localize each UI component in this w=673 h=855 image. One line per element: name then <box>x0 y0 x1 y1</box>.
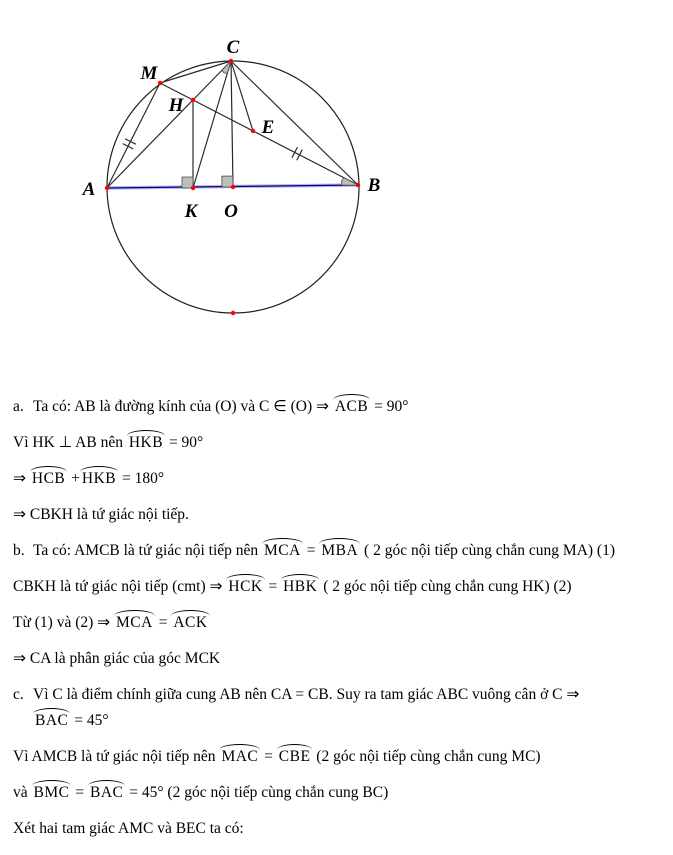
text-run: = 45° (2 góc nội tiếp cùng chắn cung BC) <box>125 784 389 801</box>
angle-mark-B <box>341 178 358 186</box>
text-run: = 180° <box>118 470 165 487</box>
solution-line <box>13 783 667 819</box>
right-angle-mark-K <box>182 177 193 188</box>
angle-hat: MCA <box>264 542 301 559</box>
text-run: = <box>260 748 277 765</box>
solution-line <box>13 505 667 541</box>
point-label-O: O <box>224 201 238 222</box>
solution-text <box>0 378 673 855</box>
angle-hat: ACB <box>334 398 369 415</box>
solution-line <box>13 711 667 747</box>
angle-hat: BAC <box>35 712 69 729</box>
point-dot-B <box>356 183 360 187</box>
text-run: (2 góc nội tiếp cùng chắn cung MC) <box>312 748 541 765</box>
text-run: ( 2 góc nội tiếp cùng chắn cung HK) (2) <box>319 578 572 595</box>
solution-line <box>13 649 667 685</box>
text-run: Vì HK ⊥ AB nên <box>13 434 127 451</box>
angle-hat: HCB <box>31 470 66 487</box>
angle-hat: HCK <box>228 578 263 595</box>
point-label-E: E <box>261 117 275 138</box>
angle-hat: MBA <box>321 542 359 559</box>
point-dot-O <box>231 185 235 189</box>
point-dot-K <box>191 186 195 190</box>
text-run: CBKH là tứ giác nội tiếp (cmt) ⇒ <box>13 578 227 595</box>
text-run: Vì C là điểm chính giữa cung AB nên CA = CB. Suy ra tam giác ABC vuông cân ở C ⇒ <box>33 686 580 703</box>
text-run: Vì AMCB là tứ giác nội tiếp nên <box>13 748 220 765</box>
tick-mark-AM <box>123 144 134 149</box>
solution-line <box>13 819 667 855</box>
text-run: = <box>302 542 320 559</box>
solution-line <box>13 397 667 433</box>
point-dot-C <box>229 59 233 63</box>
text-run: Từ (1) và (2) ⇒ <box>13 614 115 631</box>
solution-line <box>13 685 667 711</box>
text-run: = 45° <box>70 712 109 729</box>
item-marker: a. <box>13 398 24 415</box>
angle-hat: BAC <box>89 784 124 801</box>
point-label-M: M <box>140 63 158 84</box>
point-label-K: K <box>184 201 198 222</box>
point-label-B: B <box>367 175 381 196</box>
text-run: = <box>71 784 88 801</box>
geometry-diagram <box>0 0 673 378</box>
right-angle-mark-O <box>222 176 233 187</box>
text-run: Ta có: AMCB là tứ giác nội tiếp nên <box>33 542 263 559</box>
text-run: = 90° <box>165 434 204 451</box>
solution-line <box>13 577 667 613</box>
point-label-A: A <box>82 179 96 200</box>
tick-mark-EB <box>292 147 297 158</box>
segment-AM <box>107 83 160 188</box>
text-run: Xét hai tam giác AMC và BEC ta có: <box>13 820 244 837</box>
segment-CO <box>231 61 233 187</box>
text-run: + <box>67 470 80 487</box>
angle-hat: MCA <box>116 614 153 631</box>
angle-hat: BMC <box>33 784 70 801</box>
text-run: và <box>13 784 32 801</box>
segment-MB <box>160 83 358 185</box>
solution-line <box>13 613 667 649</box>
angle-hat: HKB <box>128 434 164 451</box>
solution-line <box>13 433 667 469</box>
solution-line <box>13 469 667 505</box>
text-run: ( 2 góc nội tiếp cùng chắn cung MA) (1) <box>360 542 615 559</box>
item-marker: b. <box>13 542 25 559</box>
tick-mark-AM <box>125 139 136 144</box>
item-marker: c. <box>13 686 24 703</box>
solution-line <box>13 747 667 783</box>
tick-mark-EB <box>297 150 302 161</box>
text-run: = <box>264 578 282 595</box>
text-run: ⇒ CBKH là tứ giác nội tiếp. <box>13 506 189 523</box>
angle-hat: CBE <box>278 748 311 765</box>
point-dot-A <box>105 186 109 190</box>
text-run: = <box>154 614 172 631</box>
point-dot-M <box>158 81 162 85</box>
point-dot-H <box>191 98 195 102</box>
solution-line <box>13 541 667 577</box>
text-run: ⇒ CA là phân giác của góc MCK <box>13 650 221 667</box>
angle-hat: MAC <box>221 748 259 765</box>
text-run: Ta có: AB là đường kính của (O) và C ∈ (O) ⇒ <box>33 398 333 415</box>
text-run: = 90° <box>370 398 409 415</box>
angle-hat: HBK <box>283 578 318 595</box>
point-label-H: H <box>168 95 184 116</box>
point-label-C: C <box>226 37 240 58</box>
angle-hat: ACK <box>173 614 208 631</box>
point-dot-P <box>231 311 235 315</box>
text-run: ⇒ <box>13 470 30 487</box>
point-dot-E <box>251 129 255 133</box>
angle-hat: HKB <box>81 470 117 487</box>
